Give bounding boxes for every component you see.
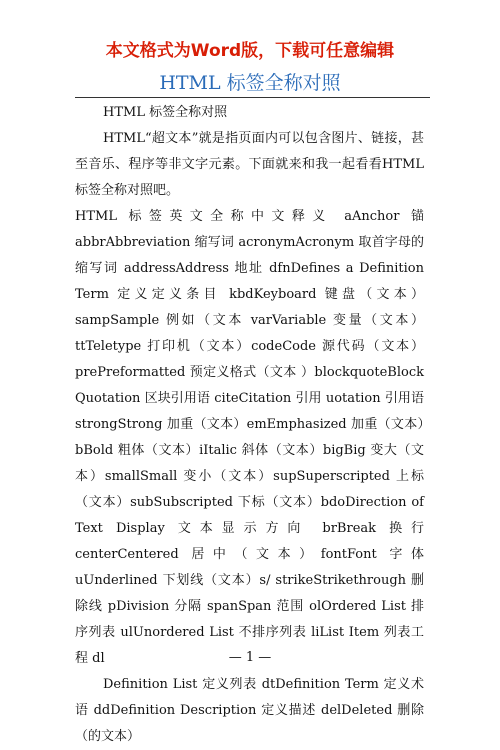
title-divider [75,97,430,98]
paragraph-heading: HTML 标签全称对照 [103,105,228,120]
paragraph-definition-list: Definition List 定义列表 dtDefinition Term 定义术语 ddDefinition Description 定义描述 delDeleted 删除（的文本） [75,677,424,744]
download-banner: 本文格式为Word版，下载可任意编辑 [105,41,395,61]
paragraph-intro: HTML“超文本”就是指页面内可以包含图片、链接，甚至音乐、程序等非文字元素。下面就来和我一起看看HTML 标签全称对照吧。 [75,131,424,198]
paragraph-tag-list: HTML 标签英文全称中文释义 aAnchor 锚 abbrAbbreviation 缩写词 acronymAcronym 取首字母的缩写词 addressAddress 地址 dfnDefines a Definition Term 定义定义条目 kbdKeyboard 键盘（文本）sampSample 例如（文本 varVariable 变量（文本）ttTeletype 打印机（文本）codeCode 源代码（文本）prePreformatted 预定义格式（文本 ）blockquoteBlock Quotation 区块引用语 citeCitation 引用 uotation 引用语 strongStrong 加重（文本）emEmphasized 加重（文本）bBold 粗体（文本）iItalic 斜体（文本）bigBig 变大（文本）smallSmall 变小（文本）supSuperscripted 上标（文本）subSubscripted 下标（文本）bdoDirection of Text Display 文本显示方向 brBreak 换行 centerCentered 居中（文本）fontFont 字体 uUnderlined 下划线（文本）s/ strikeStrikethrough 删除线 pDivision 分隔 spanSpan 范围 olOrdered List 排序列表 ulUnordered List 不排序列表 liList Item 列表工程 dl [75,209,424,666]
page-number: — 1 — [228,650,272,665]
document-title: HTML 标签全称对照 [159,72,341,94]
